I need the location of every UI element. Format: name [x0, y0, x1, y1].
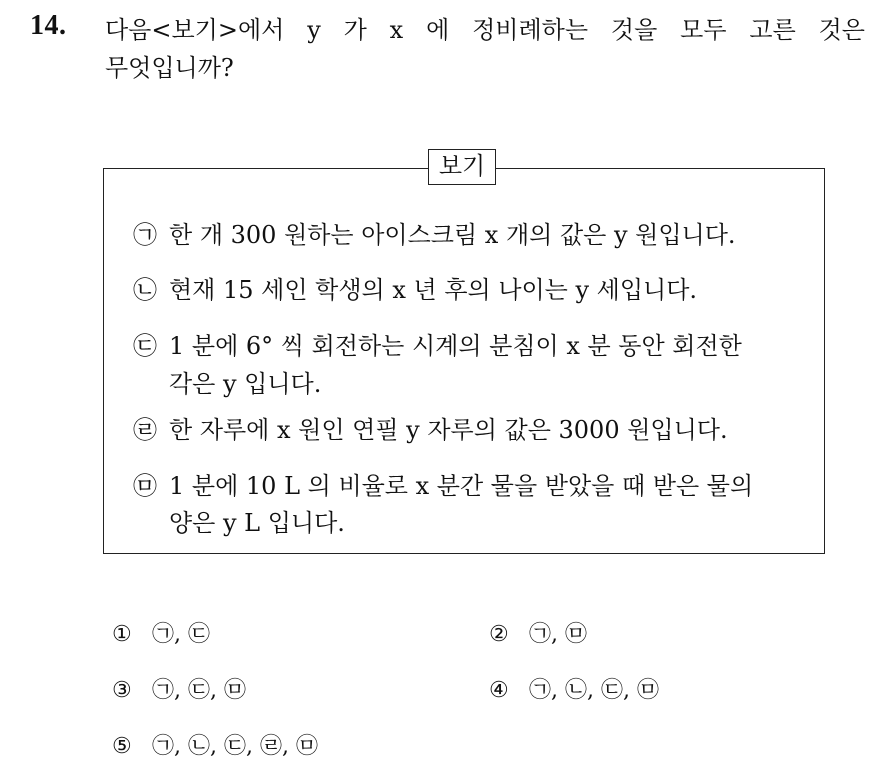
item-marker: ㉤ — [133, 472, 157, 500]
item-marker: ㉠ — [133, 221, 157, 249]
choice-number: ④ — [489, 678, 509, 703]
question-text-line-1: 다음<보기>에서 y 가 x 에 정비례하는 것을 모두 고른 것은 — [105, 16, 865, 44]
choice-text: ㉠, ㉢ — [152, 622, 210, 647]
question-number: 14. — [30, 10, 67, 41]
item-text: 한 자루에 x 원인 연필 y 자루의 값은 3000 원입니다. — [169, 416, 728, 444]
item-text: 1 분에 10 L 의 비율로 x 분간 물을 받았을 때 받은 물의 — [169, 472, 754, 500]
choice-number: ② — [489, 622, 509, 647]
choice-5[interactable] — [112, 730, 318, 764]
choice-number: ⑤ — [112, 734, 132, 759]
item-marker: ㉢ — [133, 332, 157, 360]
item-text: 1 분에 6° 씩 회전하는 시계의 분침이 x 분 동안 회전한 — [169, 332, 742, 360]
choice-text: ㉠, ㉡, ㉢, ㉣, ㉤ — [152, 734, 318, 759]
choice-1[interactable] — [112, 618, 210, 652]
example-item-2 — [133, 270, 697, 310]
item-text: 현재 15 세인 학생의 x 년 후의 나이는 y 세입니다. — [169, 276, 698, 304]
choice-text: ㉠, ㉡, ㉢, ㉤ — [529, 678, 659, 703]
choice-3[interactable] — [112, 674, 246, 708]
example-item-5 — [133, 466, 753, 506]
choice-text: ㉠, ㉢, ㉤ — [152, 678, 246, 703]
choice-number: ① — [112, 622, 132, 647]
item-marker: ㉣ — [133, 416, 157, 444]
choice-number: ③ — [112, 678, 132, 703]
example-box-title: 보기 — [428, 149, 496, 185]
choice-4[interactable] — [489, 674, 659, 708]
item-text: 한 개 300 원하는 아이스크림 x 개의 값은 y 원입니다. — [169, 221, 736, 249]
example-item-5-continuation: 양은 y L 입니다. — [169, 509, 345, 537]
example-item-1 — [133, 215, 736, 255]
choice-text: ㉠, ㉤ — [529, 622, 587, 647]
example-item-3 — [133, 326, 742, 366]
question-text-line-2: 무엇입니까? — [105, 54, 234, 82]
choice-2[interactable] — [489, 618, 587, 652]
example-item-3-continuation: 각은 y 입니다. — [169, 370, 322, 398]
example-item-4 — [133, 410, 728, 450]
item-marker: ㉡ — [133, 276, 157, 304]
